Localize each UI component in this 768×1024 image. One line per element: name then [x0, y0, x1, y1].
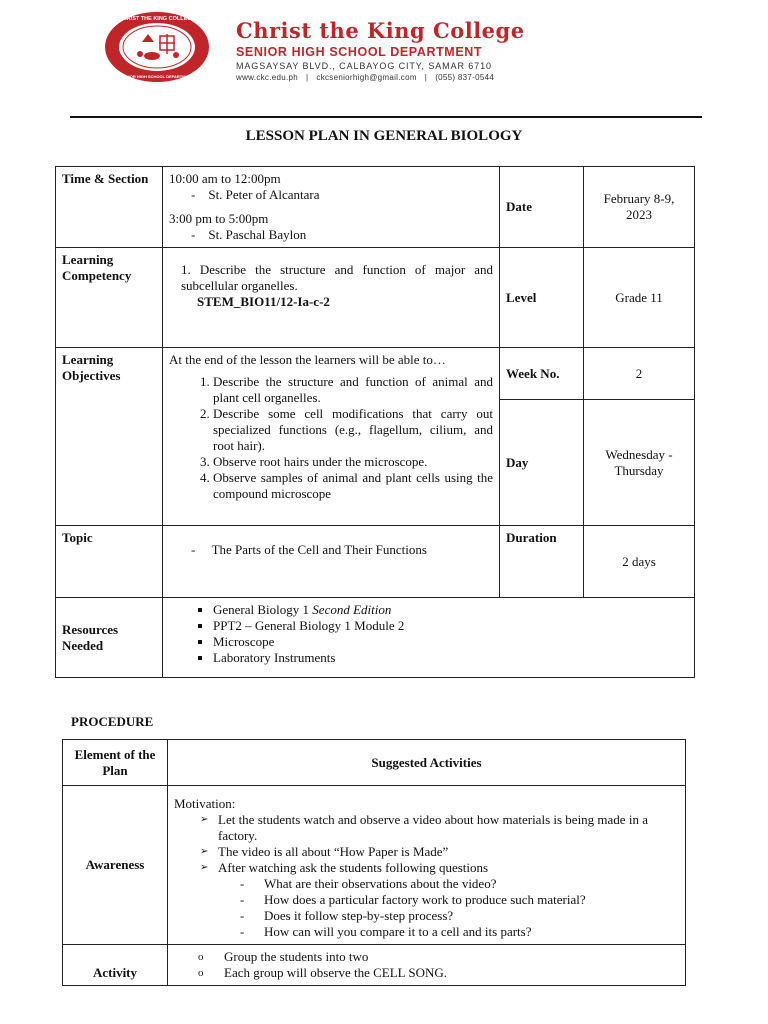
- questions-list: [174, 876, 679, 940]
- activities-header: Suggested Activities: [168, 740, 686, 786]
- section-2: - St. Paschal Baylon: [191, 227, 307, 242]
- element-header: Element of the Plan: [63, 740, 168, 786]
- week-value: 2: [584, 348, 695, 400]
- awareness-list: [174, 812, 679, 876]
- resource-item: ▪ PPT2 – General Biology 1 Module 2: [213, 618, 688, 634]
- day-value: Wednesday - Thursday: [584, 400, 695, 526]
- activity-list: [174, 949, 679, 981]
- time-2: 3:00 pm to 5:00pm: [169, 211, 269, 226]
- resources-list: [169, 602, 688, 666]
- header-divider: [70, 116, 702, 118]
- objectives-list: [169, 374, 493, 502]
- awareness-item: ➢ Let the students watch and observe a video about how materials is being made in a factory.: [200, 812, 679, 844]
- resources-label: Resources Needed: [56, 598, 163, 678]
- college-name: Christ the King College: [236, 18, 525, 43]
- activity-label: Activity: [63, 945, 168, 986]
- activity-item: o Each group will observe the CELL SONG.: [198, 965, 679, 981]
- date-value: February 8-9, 2023: [584, 167, 695, 248]
- website: www.ckc.edu.ph: [236, 73, 299, 82]
- question-item: - What are their observations about the video?: [240, 876, 679, 892]
- week-label: Week No.: [500, 348, 584, 400]
- seal-bottom-text: SENIOR HIGH SCHOOL DEPARTMENT: [120, 74, 194, 79]
- level-value: Grade 11: [584, 248, 695, 348]
- date-label: Date: [500, 167, 584, 248]
- topic-label: Topic: [56, 526, 163, 598]
- awareness-cell: [168, 786, 686, 945]
- section-1: - St. Peter of Alcantara: [191, 187, 320, 202]
- procedure-heading: PROCEDURE: [71, 714, 154, 729]
- awareness-label: Awareness: [63, 786, 168, 945]
- topic-cell: - The Parts of the Cell and Their Functions: [163, 526, 500, 598]
- procedure-table: [62, 739, 686, 986]
- seal-ring-text: CHRIST THE KING COLLEGE: [118, 16, 196, 22]
- day-label: Day: [500, 400, 584, 526]
- question-item: - Does it follow step-by-step process?: [240, 908, 679, 924]
- motivation-label: Motivation:: [174, 796, 236, 811]
- resource-item: ▪ Laboratory Instruments: [213, 650, 688, 666]
- objective-item: 3. Observe root hairs under the microscope.: [213, 454, 493, 470]
- time-1: 10:00 am to 12:00pm: [169, 171, 281, 186]
- lesson-plan-table: [55, 166, 695, 678]
- college-seal-logo: [102, 10, 212, 84]
- question-item: - How does a particular factory work to produce such material?: [240, 892, 679, 908]
- objectives-intro: At the end of the lesson the learners will be able to…: [169, 352, 446, 367]
- objective-item: 4. Observe samples of animal and plant cells using the compound microscope: [213, 470, 493, 502]
- activity-item: o Group the students into two: [198, 949, 679, 965]
- objective-item: 1. Describe the structure and function of animal and plant cell organelles.: [213, 374, 493, 406]
- resource-item: ▪ Microscope: [213, 634, 688, 650]
- college-address: MAGSAYSAY BLVD., CALBAYOG CITY, SAMAR 6710: [236, 61, 492, 71]
- question-item: - How can will you compare it to a cell and its parts?: [240, 924, 679, 940]
- objectives-cell: [163, 348, 500, 526]
- department-name: SENIOR HIGH SCHOOL DEPARTMENT: [236, 45, 483, 59]
- email: ckcseniorhigh@gmail.com: [316, 73, 417, 82]
- duration-label: Duration: [500, 526, 584, 598]
- awareness-item: ➢ The video is all about “How Paper is Made”: [200, 844, 679, 860]
- letterhead: [236, 20, 525, 82]
- document-title: LESSON PLAN IN GENERAL BIOLOGY: [245, 128, 523, 144]
- phone: (055) 837-0544: [435, 73, 495, 82]
- objectives-label: Learning Objectives: [56, 348, 163, 526]
- competency-cell: 1. Describe the structure and function of major and subcellular organelles. STEM_BIO11/12-Ia-c-2: [163, 248, 500, 348]
- topic-value: The Parts of the Cell and Their Functions: [211, 542, 427, 557]
- time-section-label: Time & Section: [56, 167, 163, 248]
- activity-cell: [168, 945, 686, 986]
- competency-code: STEM_BIO11/12-Ia-c-2: [197, 294, 330, 309]
- objective-item: 2. Describe some cell modifications that carry out specialized functions (e.g., flagellum, cilium, and root hair).: [213, 406, 493, 454]
- resource-item: ▪ General Biology 1 Second Edition: [213, 602, 688, 618]
- competency-text: Describe the structure and function of major and subcellular organelles.: [181, 262, 494, 293]
- duration-value: 2 days: [584, 526, 695, 598]
- contact-line: www.ckc.edu.ph | ckcseniorhigh@gmail.com | (055) 837-0544: [236, 73, 495, 82]
- competency-label: Learning Competency: [56, 248, 163, 348]
- resources-cell: [163, 598, 695, 678]
- awareness-item: ➢ After watching ask the students following questions: [200, 860, 679, 876]
- time-section-cell: [163, 167, 500, 248]
- level-label: Level: [500, 248, 584, 348]
